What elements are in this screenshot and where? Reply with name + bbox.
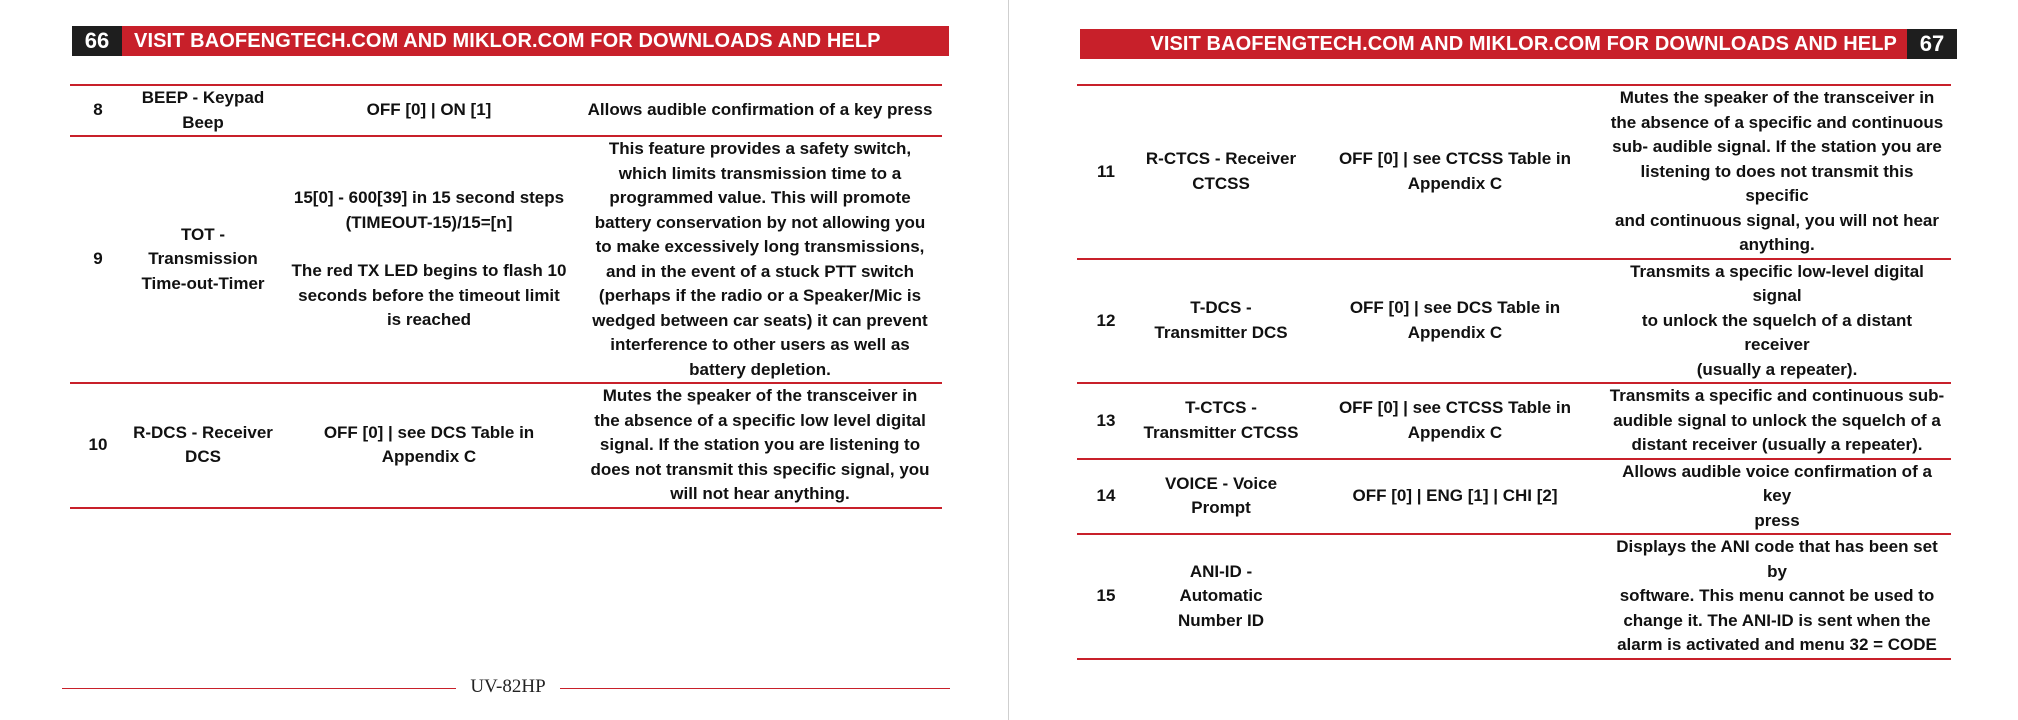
menu-value-line: (TIMEOUT-15)/15=[n] <box>345 212 513 232</box>
menu-description-line: battery depletion. <box>689 359 831 379</box>
table-row <box>1077 85 1951 259</box>
menu-description-line: distant receiver (usually a repeater). <box>1631 435 1923 454</box>
menu-name-line: R-CTCS - Receiver <box>1145 149 1297 169</box>
menu-name-line: Transmitter DCS <box>1154 322 1288 342</box>
left-page <box>0 0 1008 720</box>
menu-value-line: OFF [0] | see DCS Table in <box>323 422 535 442</box>
menu-description-line: alarm is activated and menu 32 = CODE <box>1617 635 1937 654</box>
menu-values <box>1307 85 1603 259</box>
menu-description-line: software. This menu cannot be used to <box>1619 586 1935 605</box>
menu-values <box>1307 534 1603 659</box>
menu-value-line: OFF [0] | see CTCSS Table in <box>1338 398 1572 418</box>
menu-value-line: Appendix C <box>381 447 477 467</box>
menu-description-line: This feature provides a safety switch, <box>608 139 912 158</box>
menu-value-line: 15[0] - 600[39] in 15 second steps <box>293 188 565 208</box>
menu-number: 12 <box>1096 310 1116 330</box>
menu-description <box>1603 459 1951 535</box>
menu-value-gap <box>284 235 574 259</box>
menu-description-line: to unlock the squelch of a distant receiver <box>1641 310 1913 354</box>
menu-description-line: does not transmit this specific signal, you <box>590 459 930 479</box>
menu-description-line: (usually a repeater). <box>1696 359 1858 379</box>
menu-number: 15 <box>1096 586 1116 605</box>
table-row <box>70 136 942 383</box>
menu-description-line: the absence of a specific and continuous <box>1610 112 1944 132</box>
menu-number: 10 <box>88 435 108 454</box>
menu-name-line: Beep <box>182 112 224 132</box>
footer-rule-right <box>560 688 950 689</box>
menu-description-line: interference to other users as well as <box>610 335 910 354</box>
menu-name-line: CTCSS <box>1192 173 1250 193</box>
menu-description-line: Mutes the speaker of the transceiver in <box>1619 88 1935 107</box>
menu-name-line: BEEP - Keypad <box>141 88 265 107</box>
menu-description-line: press <box>1754 510 1800 530</box>
menu-number: 13 <box>1096 410 1116 430</box>
table-row <box>70 383 942 508</box>
menu-name <box>1135 459 1307 535</box>
menu-description-line: audible signal to unlock the squelch of a <box>1613 410 1941 430</box>
menu-name <box>126 136 280 383</box>
left-banner-text: VISIT BAOFENGTECH.COM AND MIKLOR.COM FOR DOWNLOADS AND HELP <box>122 26 949 56</box>
right-settings-table <box>1077 84 1951 660</box>
menu-description <box>1603 85 1951 259</box>
menu-name <box>1135 85 1307 259</box>
menu-value-line: The red TX LED begins to flash 10 <box>291 261 567 281</box>
menu-description-line: which limits transmission time to a <box>618 163 902 183</box>
right-banner-text: VISIT BAOFENGTECH.COM AND MIKLOR.COM FOR DOWNLOADS AND HELP <box>1080 29 1907 59</box>
right-page-number: 67 <box>1907 29 1957 59</box>
footer-model-name: UV-82HP <box>470 676 546 697</box>
menu-values <box>1307 383 1603 459</box>
menu-description <box>1603 534 1951 659</box>
menu-value-line: OFF [0] | ON [1] <box>366 100 492 120</box>
menu-description-line: wedged between car seats) it can prevent <box>592 310 928 330</box>
menu-name-line: DCS <box>185 447 221 467</box>
menu-description-line: Displays the ANI code that has been set by <box>1616 537 1938 581</box>
menu-description-line: Transmits a specific low-level digital signal <box>1630 261 1924 305</box>
menu-name-line: T-CTCS - <box>1185 398 1257 418</box>
right-page <box>1009 0 2018 720</box>
menu-values <box>280 136 578 383</box>
menu-value-line: Appendix C <box>1407 322 1503 342</box>
menu-number: 8 <box>93 100 103 120</box>
menu-value-line: OFF [0] | ENG [1] | CHI [2] <box>1352 486 1558 505</box>
menu-description-line: listening to does not transmit this specific <box>1640 161 1914 205</box>
menu-name <box>1135 383 1307 459</box>
menu-value-line: is reached <box>386 310 472 330</box>
menu-value-line: Appendix C <box>1407 173 1503 193</box>
menu-description-line: programmed value. This will promote <box>609 188 911 207</box>
menu-name <box>126 383 280 508</box>
menu-value-line: Appendix C <box>1407 422 1503 442</box>
menu-description <box>578 136 942 383</box>
menu-name-line: Time-out-Timer <box>141 273 265 293</box>
menu-name <box>1135 259 1307 384</box>
menu-values <box>280 383 578 508</box>
right-header-banner <box>1080 29 1957 59</box>
left-page-number: 66 <box>72 26 122 56</box>
menu-description-line: sub- audible signal. If the station you are <box>1612 137 1942 156</box>
menu-description-line: (perhaps if the radio or a Speaker/Mic is <box>598 286 922 305</box>
menu-description <box>578 383 942 508</box>
menu-name-line: R-DCS - Receiver <box>133 422 273 442</box>
menu-name <box>1135 534 1307 659</box>
menu-name <box>126 85 280 136</box>
menu-description <box>1603 259 1951 384</box>
table-row <box>70 85 942 136</box>
table-row <box>1077 383 1951 459</box>
menu-name-line: Number ID <box>1178 610 1264 630</box>
menu-name-line: VOICE - Voice <box>1164 473 1278 493</box>
table-row <box>1077 259 1951 384</box>
menu-values <box>280 85 578 136</box>
menu-name-line: ANI-ID - <box>1189 561 1253 581</box>
menu-number: 9 <box>93 249 103 269</box>
left-header-banner <box>72 26 949 56</box>
menu-description-line: signal. If the station you are listening to <box>599 435 921 454</box>
menu-description-line: battery conservation by not allowing you <box>594 212 926 232</box>
table-row <box>1077 534 1951 659</box>
menu-description <box>1603 383 1951 459</box>
menu-description-line: and in the event of a stuck PTT switch <box>606 261 914 281</box>
menu-value-line: OFF [0] | see DCS Table in <box>1349 298 1561 318</box>
table-row <box>1077 459 1951 535</box>
menu-description <box>578 85 942 136</box>
menu-number: 14 <box>1096 486 1116 505</box>
menu-name-line: Transmission <box>148 249 258 269</box>
menu-description-line: Allows audible confirmation of a key press <box>587 100 933 120</box>
menu-description-line: Mutes the speaker of the transceiver in <box>602 386 918 405</box>
menu-value-line: seconds before the timeout limit <box>298 285 560 305</box>
menu-values <box>1307 459 1603 535</box>
menu-description-line: to make excessively long transmissions, <box>595 237 925 256</box>
menu-number: 11 <box>1097 161 1115 181</box>
menu-name-line: T-DCS - <box>1190 298 1252 318</box>
menu-name-line: Automatic <box>1179 586 1263 605</box>
menu-description-line: and continuous signal, you will not hear <box>1615 210 1939 230</box>
menu-description-line: Allows audible voice confirmation of a key <box>1622 461 1932 505</box>
menu-description-line: will not hear anything. <box>670 484 850 503</box>
menu-values <box>1307 259 1603 384</box>
menu-value-line: OFF [0] | see CTCSS Table in <box>1338 149 1572 169</box>
menu-description-line: change it. The ANI-ID is sent when the <box>1623 610 1931 630</box>
menu-description-line: Transmits a specific and continuous sub- <box>1609 386 1945 405</box>
menu-description-line: anything. <box>1739 235 1815 254</box>
menu-name-line: Transmitter CTCSS <box>1143 422 1299 442</box>
footer-rule-left <box>62 688 456 689</box>
menu-description-line: the absence of a specific low level digital <box>594 410 926 430</box>
menu-name-line: Prompt <box>1191 498 1251 518</box>
left-settings-table <box>70 84 942 509</box>
menu-name-line: TOT - <box>180 224 226 244</box>
